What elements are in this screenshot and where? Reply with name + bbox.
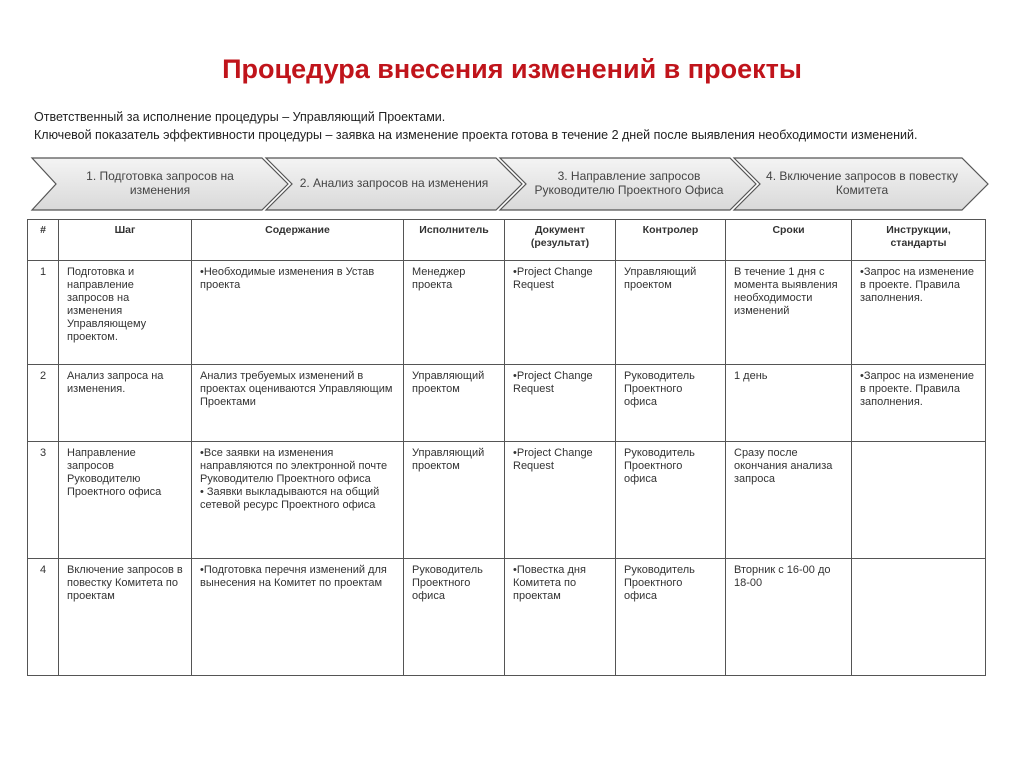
header-executor: Исполнитель — [404, 220, 505, 261]
row-num: 1 — [28, 261, 59, 365]
table-header-row — [28, 220, 986, 261]
header-controller: Контролер — [616, 220, 726, 261]
table-row — [28, 365, 986, 442]
table-row — [28, 559, 986, 676]
header-num: # — [28, 220, 59, 261]
row-num: 4 — [28, 559, 59, 676]
table-row — [28, 442, 986, 559]
process-steps — [30, 154, 992, 214]
content-item: Анализ требуемых изменений в проектах оцениваются Управляющим Проектами — [200, 370, 393, 408]
header-deadline: Сроки — [726, 220, 852, 261]
table-row — [28, 261, 986, 365]
row-step: Включение запросов в повестку Комитета по проектам — [59, 559, 192, 676]
row-content — [192, 261, 404, 365]
row-content — [192, 365, 404, 442]
content-item: •Необходимые изменения в Устав проекта — [200, 266, 375, 291]
responsible-line: Ответственный за исполнение процедуры – Управляющий Проектами. — [34, 110, 446, 124]
procedure-table — [27, 219, 986, 676]
step-2-label: 2. Анализ запросов на изменения — [299, 176, 489, 190]
header-step: Шаг — [59, 220, 192, 261]
header-document: Документ (результат) — [505, 220, 616, 261]
row-controller: Руководитель Проектного офиса — [616, 365, 726, 442]
row-instructions: •Запрос на изменение в проекте. Правила заполнения. — [852, 261, 986, 365]
row-instructions — [852, 442, 986, 559]
row-controller: Управляющий проектом — [616, 261, 726, 365]
row-instructions — [852, 559, 986, 676]
row-instructions: •Запрос на изменение в проекте. Правила заполнения. — [852, 365, 986, 442]
row-step: Направление запросов Руководителю Проектного офиса — [59, 442, 192, 559]
row-num: 3 — [28, 442, 59, 559]
row-deadline: В течение 1 дня с момента выявления необходимости изменений — [726, 261, 852, 365]
header-content: Содержание — [192, 220, 404, 261]
kpi-line: Ключевой показатель эффективности процедуры – заявка на изменение проекта готова в течение 2 дней после выявления необходимости изменений. — [34, 128, 918, 142]
content-item: •Все заявки на изменения направляются по электронной почте Руководителю Проектного офиса — [200, 447, 388, 485]
row-controller: Руководитель Проектного офиса — [616, 559, 726, 676]
step-3-label: 3. Направление запросов Руководителю Проектного Офиса — [534, 169, 724, 197]
row-executor: Управляющий проектом — [404, 365, 505, 442]
content-item: •Подготовка перечня изменений для вынесения на Комитет по проектам — [200, 564, 387, 589]
row-executor: Управляющий проектом — [404, 442, 505, 559]
row-deadline: Сразу после окончания анализа запроса — [726, 442, 852, 559]
row-executor: Руководитель Проектного офиса — [404, 559, 505, 676]
step-1-label: 1. Подготовка запросов на изменения — [86, 169, 234, 197]
row-executor: Менеджер проекта — [404, 261, 505, 365]
row-document: •Повестка дня Комитета по проектам — [505, 559, 616, 676]
row-content — [192, 559, 404, 676]
row-step: Подготовка и направление запросов на изменения Управляющему проектом. — [59, 261, 192, 365]
row-deadline: Вторник с 16-00 до 18-00 — [726, 559, 852, 676]
intro-block — [34, 108, 994, 144]
row-deadline: 1 день — [726, 365, 852, 442]
step-4-label: 4. Включение запросов в повестку Комитета — [766, 169, 958, 197]
row-content — [192, 442, 404, 559]
page-title: Процедура внесения изменений в проекты — [222, 54, 802, 84]
header-instructions: Инструкции, стандарты — [852, 220, 986, 261]
row-controller: Руководитель Проектного офиса — [616, 442, 726, 559]
row-document: •Project Change Request — [505, 365, 616, 442]
row-num: 2 — [28, 365, 59, 442]
row-step: Анализ запроса на изменения. — [59, 365, 192, 442]
row-document: •Project Change Request — [505, 261, 616, 365]
row-document: •Project Change Request — [505, 442, 616, 559]
content-item: • Заявки выкладываются на общий сетевой ресурс Проектного офиса — [200, 486, 380, 511]
